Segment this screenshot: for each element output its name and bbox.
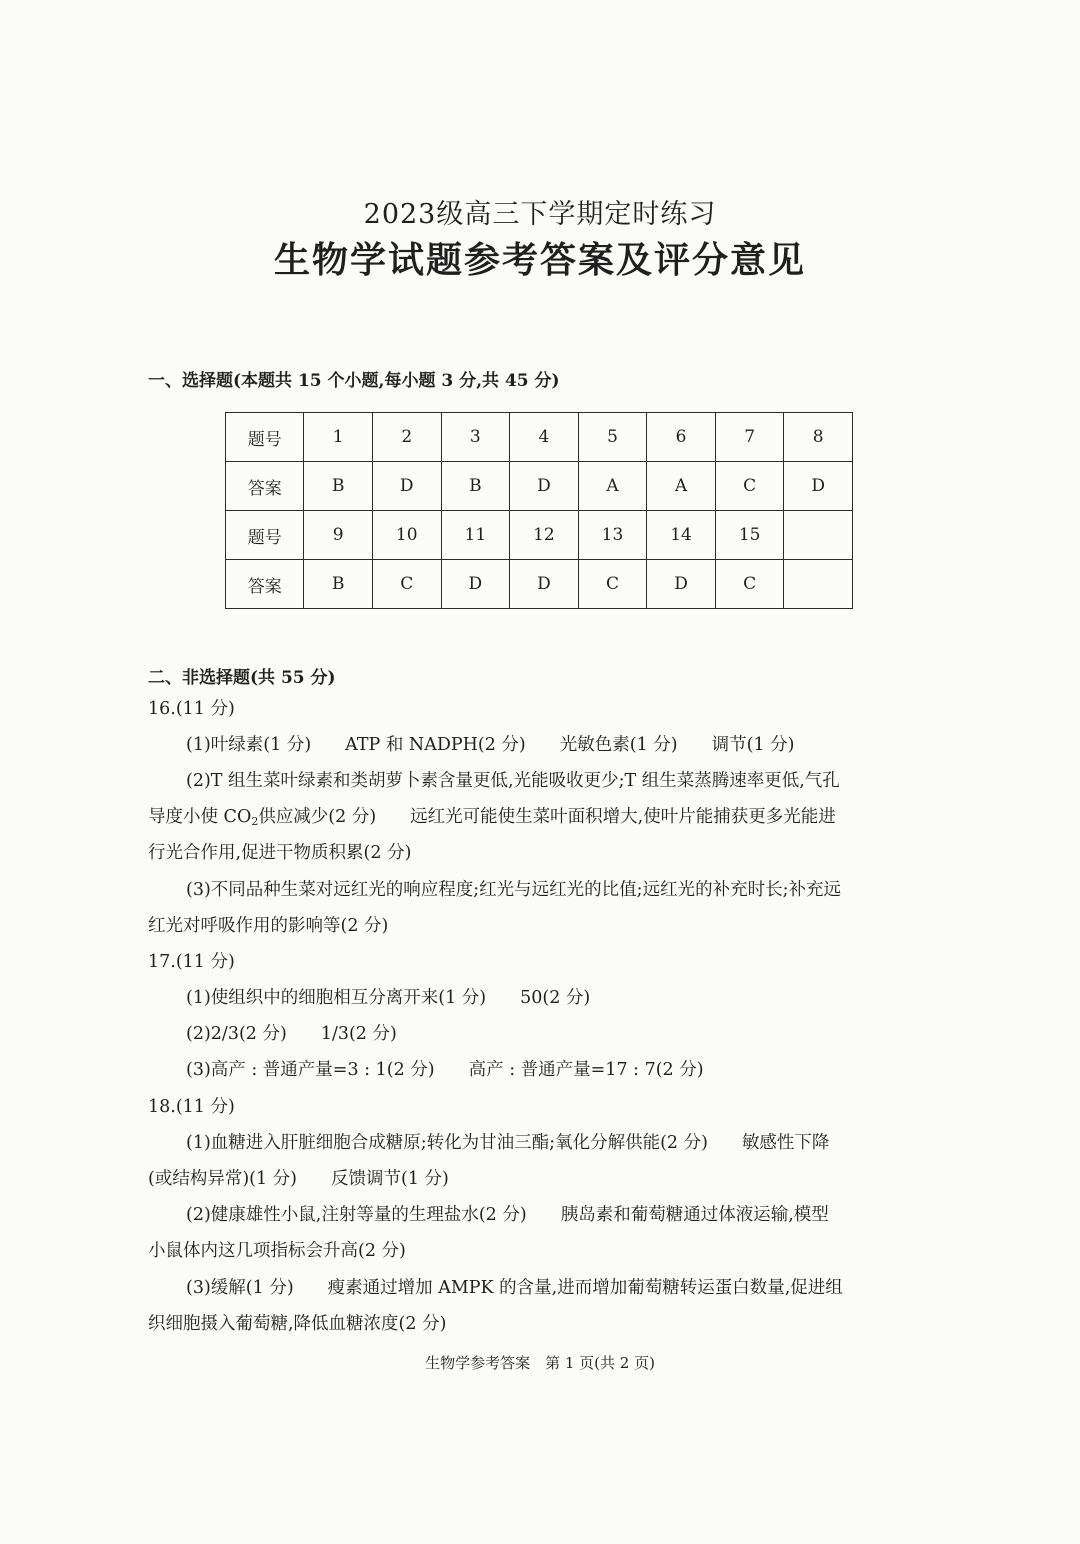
table-cell: 2 (372, 413, 441, 462)
answer-text: (3)缓解(1 分) (186, 1278, 294, 1298)
table-cell: B (304, 462, 373, 511)
table-cell: D (510, 462, 579, 511)
q16-part2-line3: 行光合作用,促进干物质积累(2 分) (148, 843, 412, 863)
answer-text: (1)使组织中的细胞相互分离开来(1 分) (186, 988, 487, 1008)
table-cell: 13 (578, 511, 647, 560)
table-cell: 4 (510, 413, 579, 462)
section2-heading: 二、非选择题(共 55 分) (148, 668, 336, 688)
answer-text: 胰岛素和葡萄糖通过体液运输,模型 (560, 1205, 829, 1225)
answer-text: 调节(1 分) (711, 735, 795, 755)
answer-text: (1)血糖进入肝脏细胞合成糖原;转化为甘油三酯;氧化分解供能(2 分) (186, 1133, 708, 1153)
q16-part1 (186, 733, 794, 757)
answer-text: (2)健康雄性小鼠,注射等量的生理盐水(2 分) (186, 1205, 527, 1225)
answer-text: 反馈调节(1 分) (331, 1169, 449, 1189)
answer-text: 光敏色素(1 分) (559, 735, 678, 755)
table-cell: 9 (304, 511, 373, 560)
section1-heading: 一、选择题(本题共 15 个小题,每小题 3 分,共 45 分) (148, 371, 560, 391)
q18-title: 18.(11 分) (148, 1097, 235, 1117)
table-cell: 8 (784, 413, 853, 462)
q18-part1-line2 (148, 1167, 449, 1191)
q16-part3-line1: (3)不同品种生菜对远红光的响应程度;红光与远红光的比值;远红光的补充时长;补充远 (186, 880, 841, 900)
answer-text: (2)2/3(2 分) (186, 1024, 287, 1044)
answer-text: (3)高产 : 普通产量=3 : 1(2 分) (186, 1060, 435, 1080)
table-cell: 3 (441, 413, 510, 462)
q16-title: 16.(11 分) (148, 699, 235, 719)
table-cell (784, 560, 853, 609)
row-label: 题号 (226, 511, 304, 560)
table-cell: 12 (510, 511, 579, 560)
answer-text: 50(2 分) (520, 988, 591, 1008)
table-cell: 7 (715, 413, 784, 462)
table-row (226, 511, 853, 560)
answer-text: 导度小使 CO (148, 807, 252, 827)
table-cell: 14 (647, 511, 716, 560)
row-label: 题号 (226, 413, 304, 462)
q17-part1 (186, 986, 590, 1010)
row-label: 答案 (226, 560, 304, 609)
table-cell: 5 (578, 413, 647, 462)
q18-part1-line1 (186, 1131, 829, 1155)
answer-text: 高产 : 普通产量=17 : 7(2 分) (468, 1060, 704, 1080)
answer-text: ATP 和 NADPH(2 分) (345, 735, 526, 755)
table-cell: 1 (304, 413, 373, 462)
table-row (226, 462, 853, 511)
table-cell: 6 (647, 413, 716, 462)
table-cell: A (647, 462, 716, 511)
table-cell: 15 (715, 511, 784, 560)
row-label: 答案 (226, 462, 304, 511)
answer-text: (或结构异常)(1 分) (148, 1169, 298, 1189)
table-row (226, 413, 853, 462)
answer-text: 供应减少(2 分) (258, 807, 377, 827)
table-cell: C (715, 560, 784, 609)
table-cell: C (578, 560, 647, 609)
answer-text: 敏感性下降 (741, 1133, 830, 1153)
q16-part2-line2 (148, 805, 836, 834)
answer-text: 远红光可能使生菜叶面积增大,使叶片能捕获更多光能进 (410, 807, 836, 827)
table-row (226, 560, 853, 609)
table-cell: C (372, 560, 441, 609)
q18-part3-line2: 织细胞摄入葡萄糖,降低血糖浓度(2 分) (148, 1314, 447, 1334)
q17-part2 (186, 1022, 397, 1046)
subscript: 2 (251, 815, 259, 828)
q17-part3 (186, 1058, 704, 1082)
table-cell: D (510, 560, 579, 609)
table-cell: 10 (372, 511, 441, 560)
table-cell: C (715, 462, 784, 511)
table-cell: D (441, 560, 510, 609)
answer-table (225, 412, 853, 609)
exam-title: 2023级高三下学期定时练习 (363, 199, 717, 230)
table-cell: B (441, 462, 510, 511)
answer-text: (1)叶绿素(1 分) (186, 735, 312, 755)
table-cell: D (372, 462, 441, 511)
page-footer: 生物学参考答案 第 1 页(共 2 页) (425, 1354, 655, 1372)
q16-part3-line2: 红光对呼吸作用的影响等(2 分) (148, 916, 389, 936)
table-cell: B (304, 560, 373, 609)
table-cell: 11 (441, 511, 510, 560)
q18-part2-line2: 小鼠体内这几项指标会升高(2 分) (148, 1241, 406, 1261)
q18-part2-line1 (186, 1203, 829, 1227)
answer-text: 1/3(2 分) (320, 1024, 397, 1044)
table-cell (784, 511, 853, 560)
q18-part3-line1 (186, 1276, 843, 1300)
answer-text: 瘦素通过增加 AMPK 的含量,进而增加葡萄糖转运蛋白数量,促进组 (327, 1278, 843, 1298)
q16-part2-line1: (2)T 组生菜叶绿素和类胡萝卜素含量更低,光能吸收更少;T 组生菜蒸腾速率更低,气孔 (186, 771, 840, 791)
document-title: 生物学试题参考答案及评分意见 (273, 239, 806, 281)
table-cell: D (784, 462, 853, 511)
table-cell: D (647, 560, 716, 609)
q17-title: 17.(11 分) (148, 952, 235, 972)
table-cell: A (578, 462, 647, 511)
